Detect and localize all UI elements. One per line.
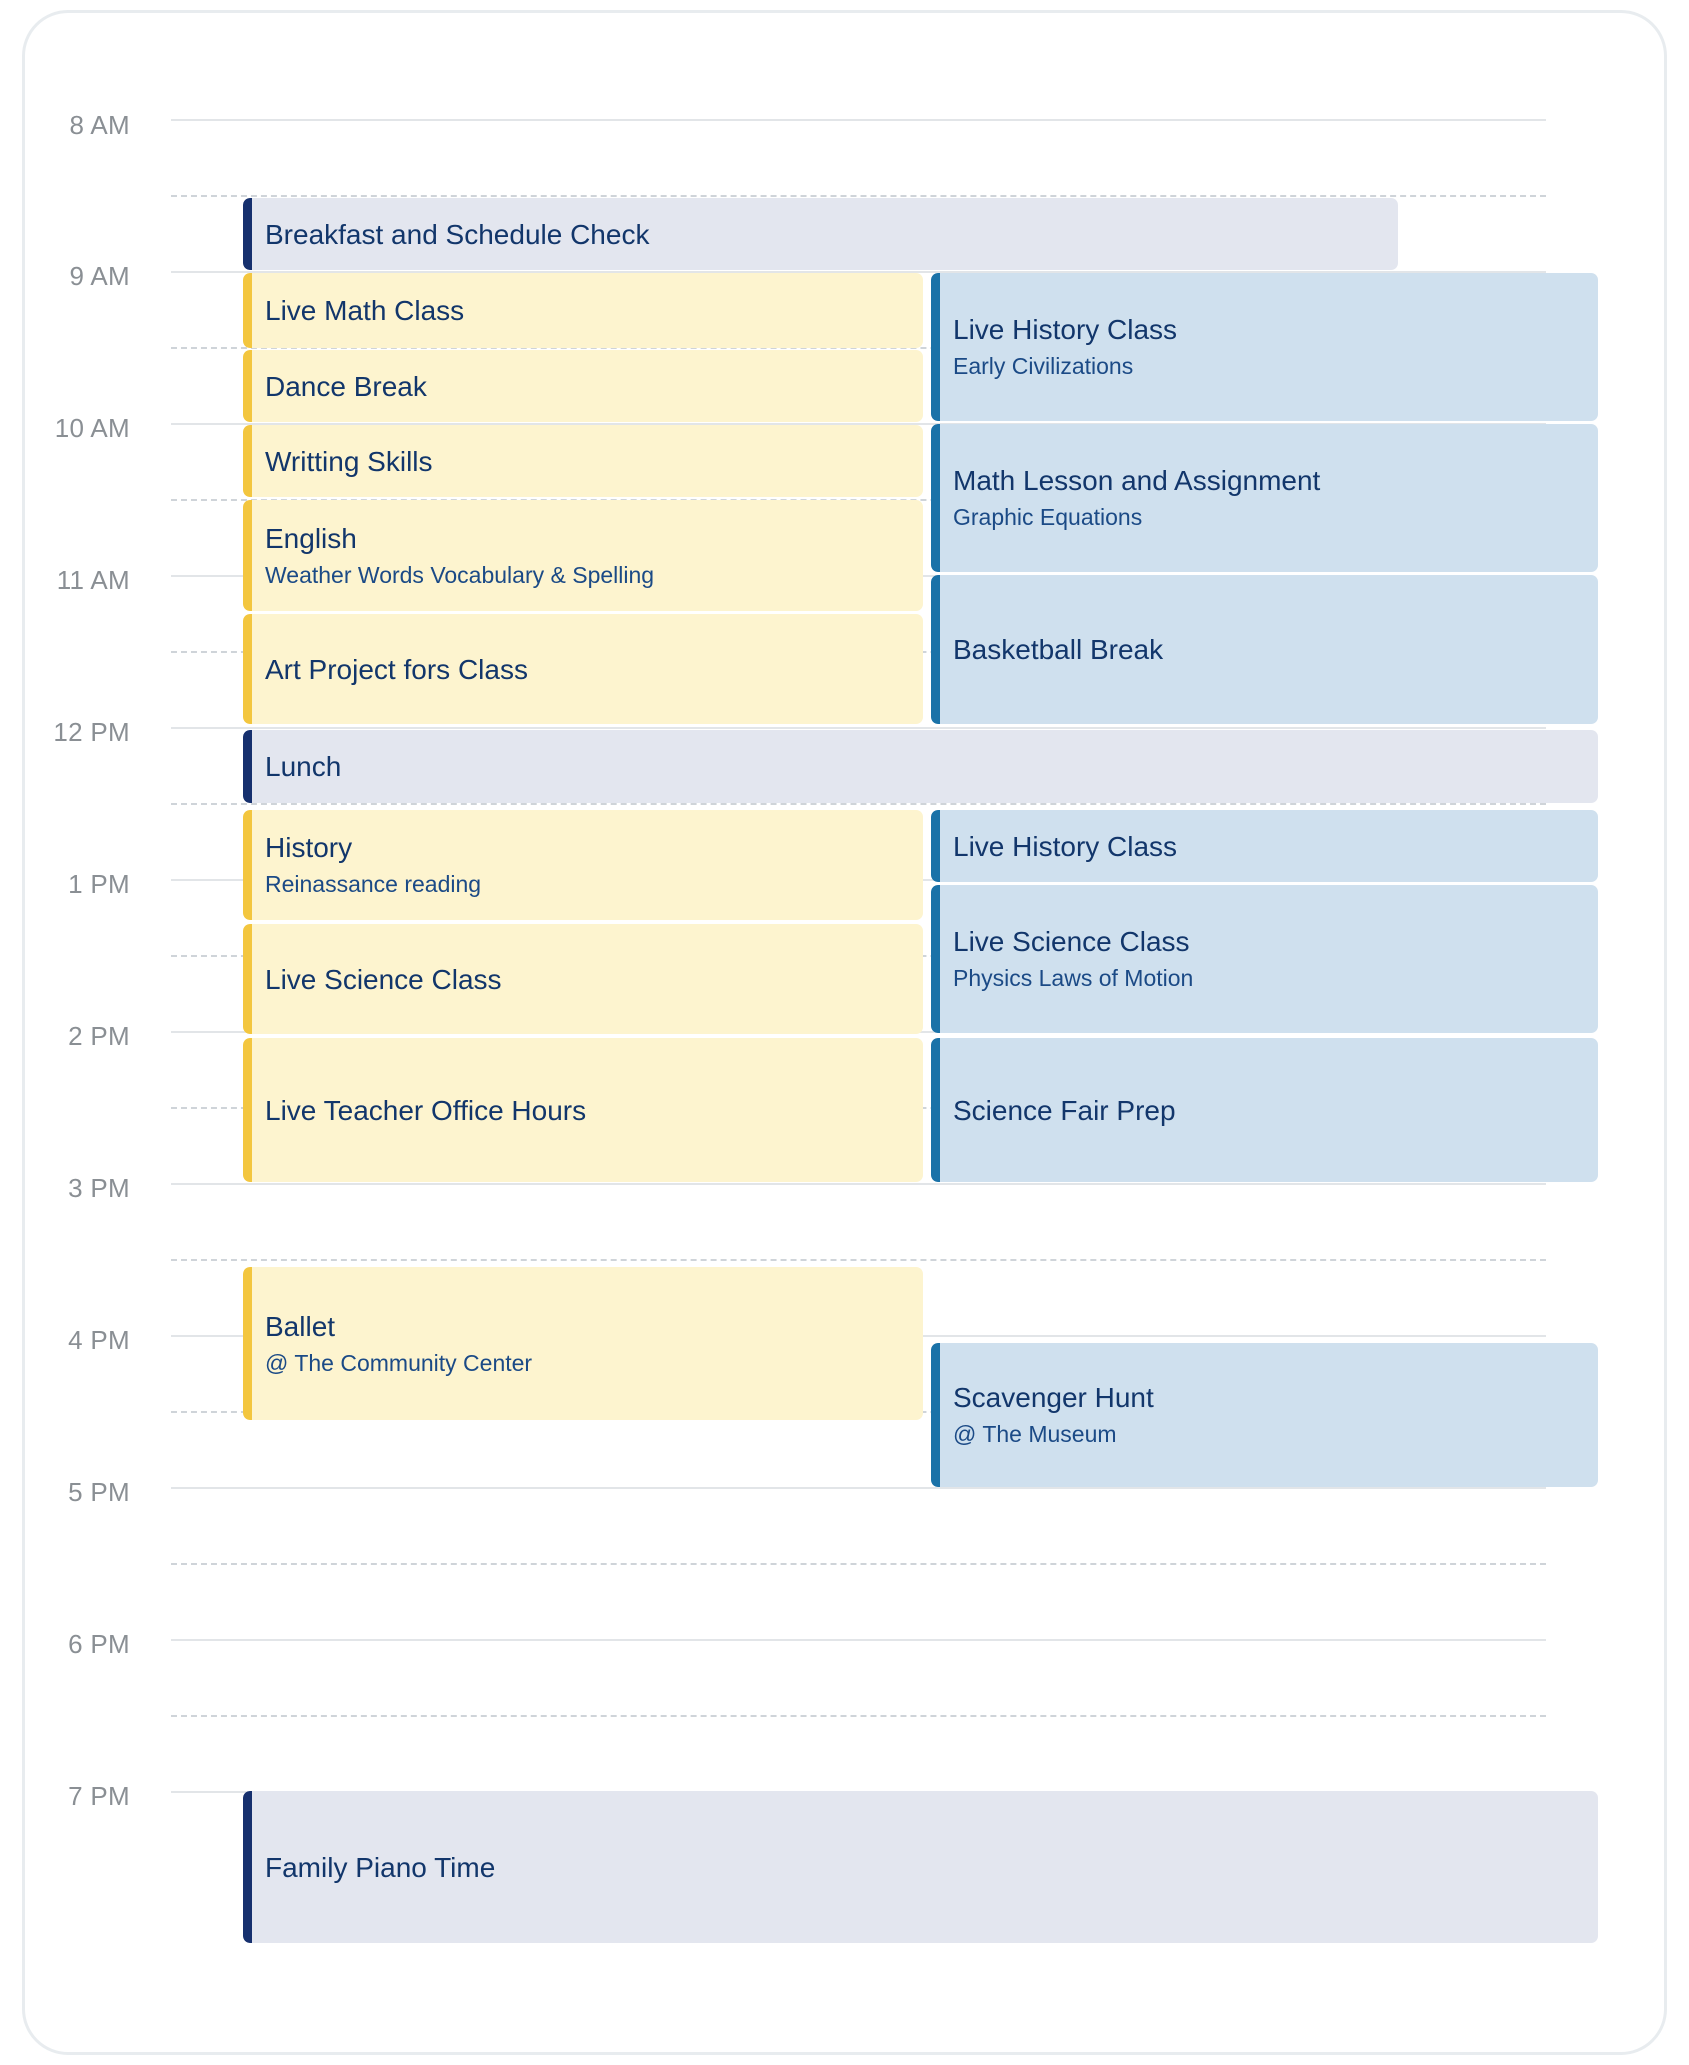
event-art-project-fors-class[interactable] [243, 614, 923, 724]
event-title: Art Project fors Class [265, 653, 528, 685]
event-title: Breakfast and Schedule Check [265, 218, 650, 250]
event-color-bar [243, 924, 252, 1034]
event-title: Live Teacher Office Hours [265, 1094, 587, 1126]
event-title: Live Science Class [265, 963, 502, 995]
event-basketball-break[interactable] [931, 575, 1598, 724]
event-title: Dance Break [265, 370, 427, 402]
gridline-830am [171, 195, 1546, 197]
hour-label-11am: 11 AM [56, 565, 130, 595]
event-color-bar [243, 198, 252, 270]
hour-label-3pm: 3 PM [68, 1173, 130, 1203]
hour-label-9am: 9 AM [69, 261, 130, 291]
event-color-bar [931, 1343, 940, 1487]
hour-label-1pm: 1 PM [68, 869, 130, 899]
gridline-3pm [171, 1183, 1546, 1185]
event-live-science-class-left[interactable] [243, 924, 923, 1034]
event-ballet[interactable] [243, 1267, 923, 1420]
event-science-fair-prep[interactable] [931, 1038, 1598, 1182]
event-dance-break[interactable] [243, 350, 923, 422]
event-family-piano-time[interactable] [243, 1791, 1598, 1943]
gridline-8am [171, 119, 1546, 121]
event-title: Science Fair Prep [953, 1094, 1176, 1126]
event-title: Live History Class [953, 830, 1178, 862]
event-color-bar [243, 810, 252, 920]
event-history[interactable] [243, 810, 923, 920]
hour-label-12pm: 12 PM [53, 717, 130, 747]
event-scavenger-hunt[interactable] [931, 1343, 1598, 1487]
event-title: Live History Class [953, 314, 1178, 346]
event-title: Family Piano Time [265, 1851, 496, 1883]
event-title: Math Lesson and Assignment [953, 465, 1321, 497]
event-math-lesson-and-assignment[interactable] [931, 424, 1598, 572]
event-subtitle: @ The Community Center [265, 1349, 533, 1376]
event-subtitle: Weather Words Vocabulary & Spelling [265, 561, 655, 588]
event-color-bar [243, 425, 252, 497]
hour-label-4pm: 4 PM [68, 1325, 130, 1355]
event-color-bar [243, 614, 252, 724]
event-color-bar [243, 1791, 252, 1943]
event-live-science-class-right[interactable] [931, 885, 1598, 1033]
event-title: Ballet [265, 1310, 336, 1342]
gridline-530pm [171, 1563, 1546, 1565]
hour-label-10am: 10 AM [54, 413, 130, 443]
event-subtitle: Reinassance reading [265, 871, 482, 898]
event-color-bar [243, 730, 252, 803]
hour-label-7pm: 7 PM [68, 1781, 130, 1811]
hour-label-5pm: 5 PM [68, 1477, 130, 1507]
event-color-bar [931, 1038, 940, 1182]
event-english[interactable] [243, 500, 923, 611]
event-color-bar [243, 350, 252, 422]
event-title: History [265, 832, 353, 864]
event-subtitle: Early Civilizations [953, 353, 1134, 380]
event-subtitle: @ The Museum [953, 1421, 1117, 1448]
event-color-bar [243, 1267, 252, 1420]
event-writting-skills[interactable] [243, 425, 923, 497]
event-live-history-class-pm[interactable] [931, 810, 1598, 882]
event-title: Live Math Class [265, 295, 465, 326]
event-live-math-class[interactable] [243, 273, 923, 348]
event-color-bar [931, 273, 940, 421]
event-color-bar [931, 810, 940, 882]
event-live-teacher-office-hours[interactable] [243, 1038, 923, 1182]
gridline-330pm [171, 1259, 1546, 1261]
event-breakfast-and-schedule-check[interactable] [243, 198, 1398, 270]
gridline-5pm [171, 1487, 1546, 1489]
event-title: Scavenger Hunt [953, 1382, 1154, 1414]
event-color-bar [931, 424, 940, 572]
event-color-bar [243, 1038, 252, 1182]
event-live-history-class-am[interactable] [931, 273, 1598, 421]
schedule-card [22, 10, 1667, 2055]
event-title: Lunch [265, 751, 342, 782]
gridline-6pm [171, 1639, 1546, 1641]
event-color-bar [243, 273, 252, 348]
hour-label-2pm: 2 PM [68, 1021, 130, 1051]
event-title: English [265, 522, 357, 554]
event-color-bar [243, 500, 252, 611]
event-color-bar [931, 885, 940, 1033]
hour-label-8am: 8 AM [69, 110, 130, 140]
event-subtitle: Physics Laws of Motion [953, 965, 1194, 992]
gridline-12pm [171, 727, 1546, 729]
hour-label-6pm: 6 PM [68, 1629, 130, 1659]
gridline-630pm [171, 1715, 1546, 1717]
calendar-grid [25, 13, 1667, 2055]
event-title: Live Science Class [953, 926, 1190, 958]
event-title: Writting Skills [265, 445, 433, 477]
event-title: Basketball Break [953, 634, 1164, 665]
gridline-1230pm [171, 803, 1546, 805]
event-color-bar [931, 575, 940, 724]
event-lunch[interactable] [243, 730, 1598, 803]
event-subtitle: Graphic Equations [953, 504, 1143, 531]
